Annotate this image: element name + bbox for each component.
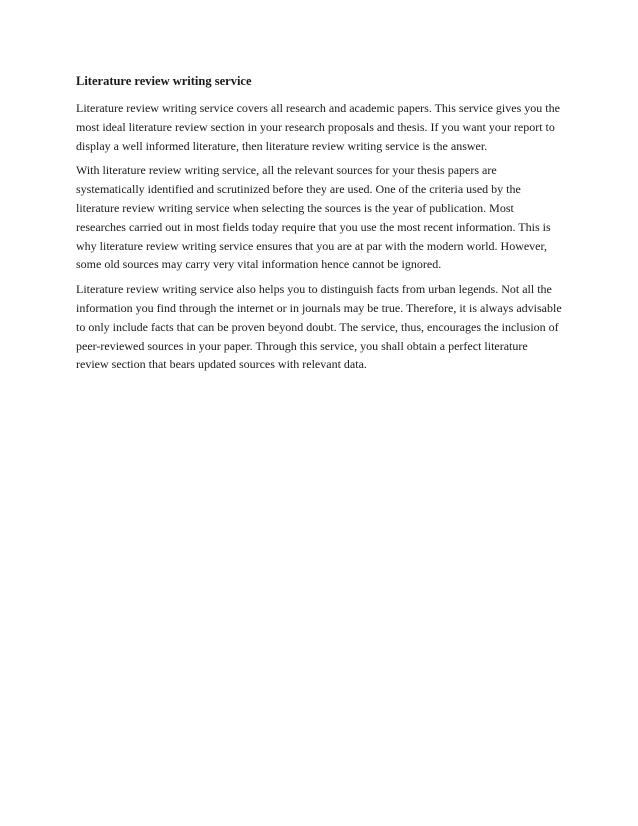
paragraph-facts: Literature review writing service also helps you to distinguish facts from urban legends. Not all the information you find through the internet or in journals may be true. Therefore, it is always advisable to only include facts that can be proven beyond doubt. The service, thus, encourages the inclusion of peer-reviewed sources in your paper. Through this service, you shall obtain a perfect literature review section that bears updated sources with relevant data.	[76, 282, 562, 372]
document-title: Literature review writing service	[76, 74, 252, 88]
document-body	[76, 72, 562, 380]
paragraph-intro: Literature review writing service covers all research and academic papers. This service gives you the most ideal literature review section in your research proposals and thesis. If you want your report to display a well informed literature, then literature review writing service is the answer.	[76, 101, 560, 153]
paragraph-sources: With literature review writing service, all the relevant sources for your thesis papers are systematically identified and scrutinized before they are used. One of the criteria used by the literature review writing service when selecting the sources is the year of publication. Most researches carried out in most fields today require that you use the most recent information. This is why literature review writing service ensures that you are at par with the modern world. However, some old sources may carry very vital information hence cannot be ignored.	[76, 163, 551, 272]
